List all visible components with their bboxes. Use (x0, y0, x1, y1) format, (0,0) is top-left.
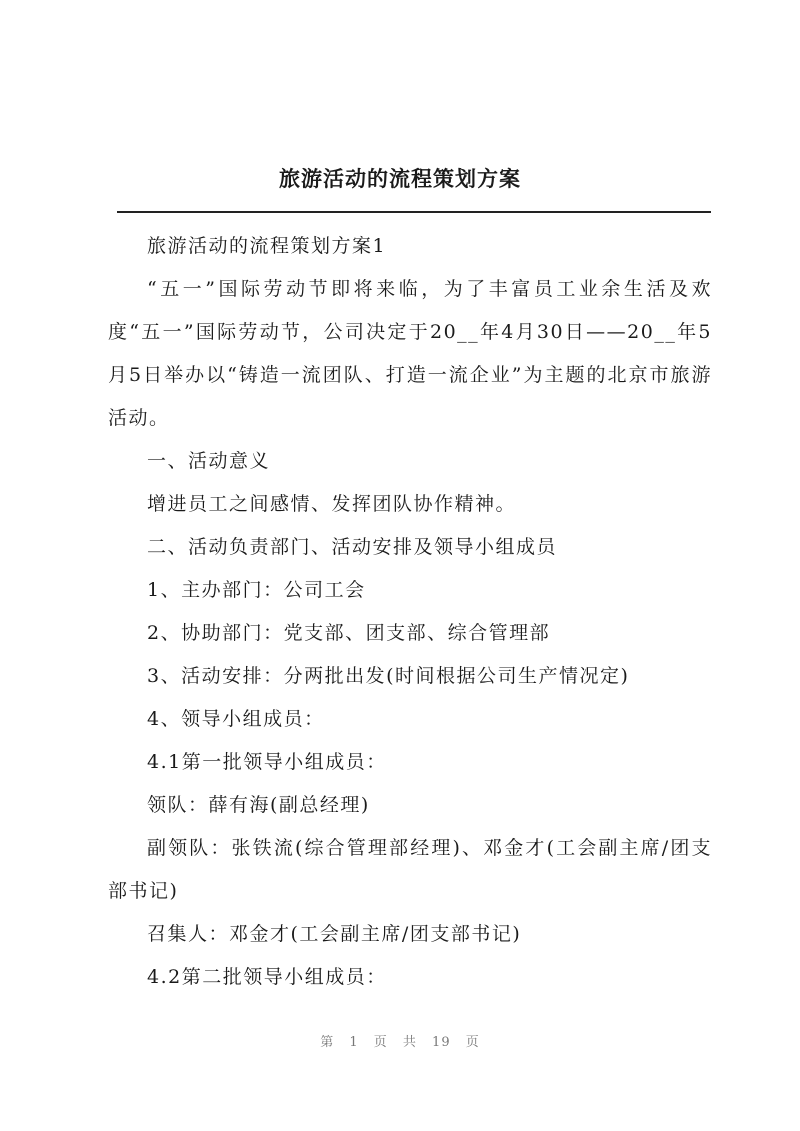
paragraph-significance: 增进员工之间感情、发挥团队协作精神。 (147, 493, 517, 515)
list-item-leadership: 4、领导小组成员： (147, 708, 325, 730)
document-body (108, 225, 712, 999)
member-leader: 领队：薛有海(副总经理) (147, 794, 370, 816)
member-convener: 召集人：邓金才(工会副主席/团支部书记) (147, 923, 522, 945)
title-divider (117, 211, 711, 213)
paragraph-heading: 旅游活动的流程策划方案1 (147, 235, 387, 257)
page-number: 第 1 页 共 19 页 (320, 1035, 480, 1050)
list-item-organizer: 1、主办部门：公司工会 (147, 579, 366, 601)
section-heading-organization: 二、活动负责部门、活动安排及领导小组成员 (147, 536, 558, 558)
subsection-first-batch: 4.1第一批领导小组成员： (147, 751, 387, 773)
section-heading-significance: 一、活动意义 (147, 450, 271, 472)
list-item-arrangement: 3、活动安排：分两批出发(时间根据公司生产情况定) (147, 665, 630, 687)
paragraph-intro: “五一”国际劳动节即将来临，为了丰富员工业余生活及欢度“五一”国际劳动节，公司决定于20__年4月30日——20__年5月5日举办以“铸造一流团队、打造一流企业”为主题的北京市旅游活动。 (108, 278, 712, 429)
member-deputy-leaders: 副领队：张铁流(综合管理部经理)、邓金才(工会副主席/团支部书记) (108, 837, 712, 902)
subsection-second-batch: 4.2第二批领导小组成员： (147, 966, 387, 988)
document-title: 旅游活动的流程策划方案 (279, 166, 521, 191)
list-item-co-organizer: 2、协助部门：党支部、团支部、综合管理部 (147, 622, 551, 644)
